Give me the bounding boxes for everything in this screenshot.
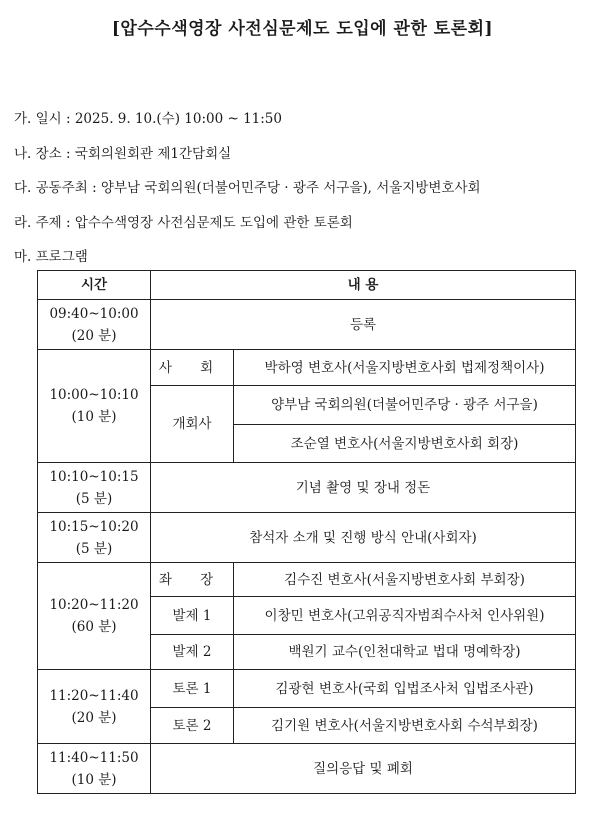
time-duration: (60 분) xyxy=(71,619,117,635)
time-duration: (20 분) xyxy=(71,709,117,726)
role-cell: 발제 2 xyxy=(151,635,234,670)
time-duration: (10 분) xyxy=(71,409,117,425)
info-date: 가. 일시 : 2025. 9. 10.(수) 10:00 ~ 11:50 xyxy=(14,111,282,127)
content-cell: 기념 촬영 및 장내 정돈 xyxy=(151,463,576,513)
time-range: 10:20~11:20 xyxy=(49,597,139,613)
time-range: 10:15~10:20 xyxy=(49,518,139,535)
role-cell: 토론 1 xyxy=(151,670,234,708)
time-range: 10:10~10:15 xyxy=(49,468,139,485)
content-cell: 질의응답 및 폐회 xyxy=(151,744,576,794)
time-duration: (20 분) xyxy=(71,327,117,344)
info-program-heading: 마. 프로그램 xyxy=(14,249,88,265)
role-cell: 발제 1 xyxy=(151,597,234,635)
person-cell: 조순열 변호사(서울지방변호사회 회장) xyxy=(234,425,576,463)
time-cell xyxy=(38,563,151,670)
role-label: 사 회 xyxy=(158,359,226,376)
role-cell xyxy=(151,350,234,386)
page-title: [압수수색영장 사전심문제도 도입에 관한 토론회] xyxy=(111,19,494,39)
person-cell: 이창민 변호사(고위공직자범죄수사처 인사위원) xyxy=(234,597,576,635)
person-cell: 박하영 변호사(서울지방변호사회 법제정책이사) xyxy=(234,350,576,386)
table-row xyxy=(38,300,576,350)
time-range: 10:00~10:10 xyxy=(49,387,139,403)
info-co-host: 다. 공동주최 : 양부남 국회의원(더불어민주당 · 광주 서구을), 서울지방변호사회 xyxy=(14,180,481,196)
header-content: 내 용 xyxy=(151,271,576,300)
table-row xyxy=(38,350,576,386)
time-duration: (10 분) xyxy=(71,771,117,788)
time-cell xyxy=(38,350,151,463)
table-row xyxy=(38,463,576,513)
info-topic: 라. 주제 : 압수수색영장 사전심문제도 도입에 관한 토론회 xyxy=(14,215,353,231)
person-cell: 김기원 변호사(서울지방변호사회 수석부회장) xyxy=(234,708,576,744)
person-cell: 양부남 국회의원(더불어민주당 · 광주 서구을) xyxy=(234,386,576,425)
time-cell xyxy=(38,744,151,794)
role-cell: 토론 2 xyxy=(151,708,234,744)
table-header-row xyxy=(38,271,576,300)
time-range: 11:40~11:50 xyxy=(49,749,139,766)
time-range: 11:20~11:40 xyxy=(49,687,139,704)
time-range: 09:40~10:00 xyxy=(49,305,139,322)
role-cell xyxy=(151,563,234,597)
role-cell: 개회사 xyxy=(151,386,234,463)
time-cell xyxy=(38,670,151,744)
content-cell: 참석자 소개 및 진행 방식 안내(사회자) xyxy=(151,513,576,563)
time-cell xyxy=(38,300,151,350)
program-table xyxy=(37,270,576,794)
time-cell xyxy=(38,513,151,563)
person-cell: 김광현 변호사(국회 입법조사처 입법조사관) xyxy=(234,670,576,708)
table-row xyxy=(38,513,576,563)
time-duration: (5 분) xyxy=(75,540,113,557)
person-cell: 백원기 교수(인천대학교 법대 명예학장) xyxy=(234,635,576,670)
time-cell xyxy=(38,463,151,513)
info-location: 나. 장소 : 국회의원회관 제1간담회실 xyxy=(14,146,232,162)
table-row xyxy=(38,670,576,708)
table-row xyxy=(38,563,576,597)
time-duration: (5 분) xyxy=(75,490,113,507)
content-cell: 등록 xyxy=(151,300,576,350)
table-row xyxy=(38,744,576,794)
role-label: 좌 장 xyxy=(158,571,226,588)
person-cell: 김수진 변호사(서울지방변호사회 부회장) xyxy=(234,563,576,597)
header-time: 시간 xyxy=(38,271,151,300)
